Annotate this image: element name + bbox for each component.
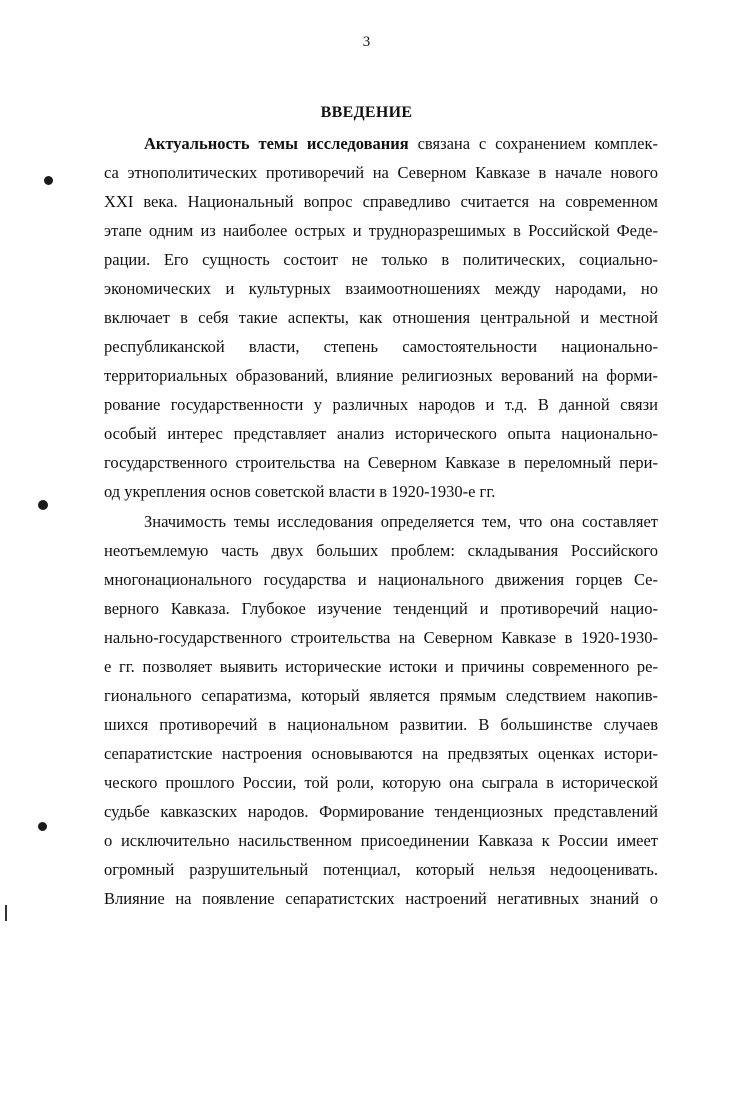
paragraph-line: гионального сепаратизма, который является прямым следствием накопив- — [104, 686, 658, 705]
paragraph-line: о исключительно насильственном присоединении Кавказа к России имеет — [104, 831, 658, 850]
paragraph-line: Влияние на появление сепаратистских настроений негативных знаний о — [104, 889, 658, 908]
paragraph-line: огромный разрушительный потенциал, который нельзя недооценивать. — [104, 860, 658, 879]
paragraph-line: са этнополитических противоречий на Северном Кавказе в начале нового — [104, 163, 658, 182]
page-number: 3 — [362, 34, 371, 50]
paragraph-1-line-1 — [144, 134, 658, 154]
lead-rest-text: связана с сохранением комплек- — [408, 134, 659, 153]
paragraph-line: неотъемлемую часть двух больших проблем: складывания Российского — [104, 541, 658, 560]
paragraph-line: включает в себя такие аспекты, как отношения центральной и местной — [104, 308, 658, 327]
paragraph-line: е гг. позволяет выявить исторические истоки и причины современного ре- — [104, 657, 658, 676]
scan-artifact-dot — [38, 500, 48, 510]
paragraph-line: верного Кавказа. Глубокое изучение тенденций и противоречий нацио- — [104, 599, 658, 618]
paragraph-line: территориальных образований, влияние религиозных верований на форми- — [104, 366, 658, 385]
paragraph-line: многонационального государства и национального движения горцев Се- — [104, 570, 658, 589]
paragraph-line: од укрепления основ советской власти в 1920-1930-е гг. — [104, 482, 496, 501]
paragraph-line: рование государственности у различных народов и т.д. В данной связи — [104, 395, 658, 414]
paragraph-line: шихся противоречий в национальном развитии. В большинстве случаев — [104, 715, 658, 734]
section-heading: ВВЕДЕНИЕ — [320, 104, 413, 121]
paragraph-line: ческого прошлого России, той роли, которую она сыграла в исторической — [104, 773, 658, 792]
paragraph-line: государственного строительства на Северном Кавказе в переломный пери- — [104, 453, 658, 472]
paragraph-line: особый интерес представляет анализ исторического опыта национально- — [104, 424, 658, 443]
paragraph-line: этапе одним из наиболее острых и трудноразрешимых в Российской Феде- — [104, 221, 658, 240]
paragraph-line: нально-государственного строительства на Северном Кавказе в 1920-1930- — [104, 628, 658, 647]
paragraph-line: сепаратистские настроения основываются на предвзятых оценках истори- — [104, 744, 658, 763]
paragraph-2-line-1: Значимость темы исследования определяется тем, что она составляет — [144, 512, 658, 531]
paragraph-line: XXI века. Национальный вопрос справедливо считается на современном — [104, 192, 658, 211]
paragraph-line: республиканской власти, степень самостоятельности национально- — [104, 337, 658, 356]
scan-artifact-dot — [38, 822, 47, 831]
paragraph-line: судьбе кавказских народов. Формирование тенденциозных представлений — [104, 802, 658, 821]
paragraph-line: рации. Его сущность состоит не только в политических, социально- — [104, 250, 658, 269]
scan-artifact-dot — [44, 176, 53, 185]
paragraph-line: экономических и культурных взаимоотношениях между народами, но — [104, 279, 658, 298]
lead-bold-text: Актуальность темы исследования — [144, 134, 409, 153]
scan-artifact-line — [5, 905, 7, 921]
